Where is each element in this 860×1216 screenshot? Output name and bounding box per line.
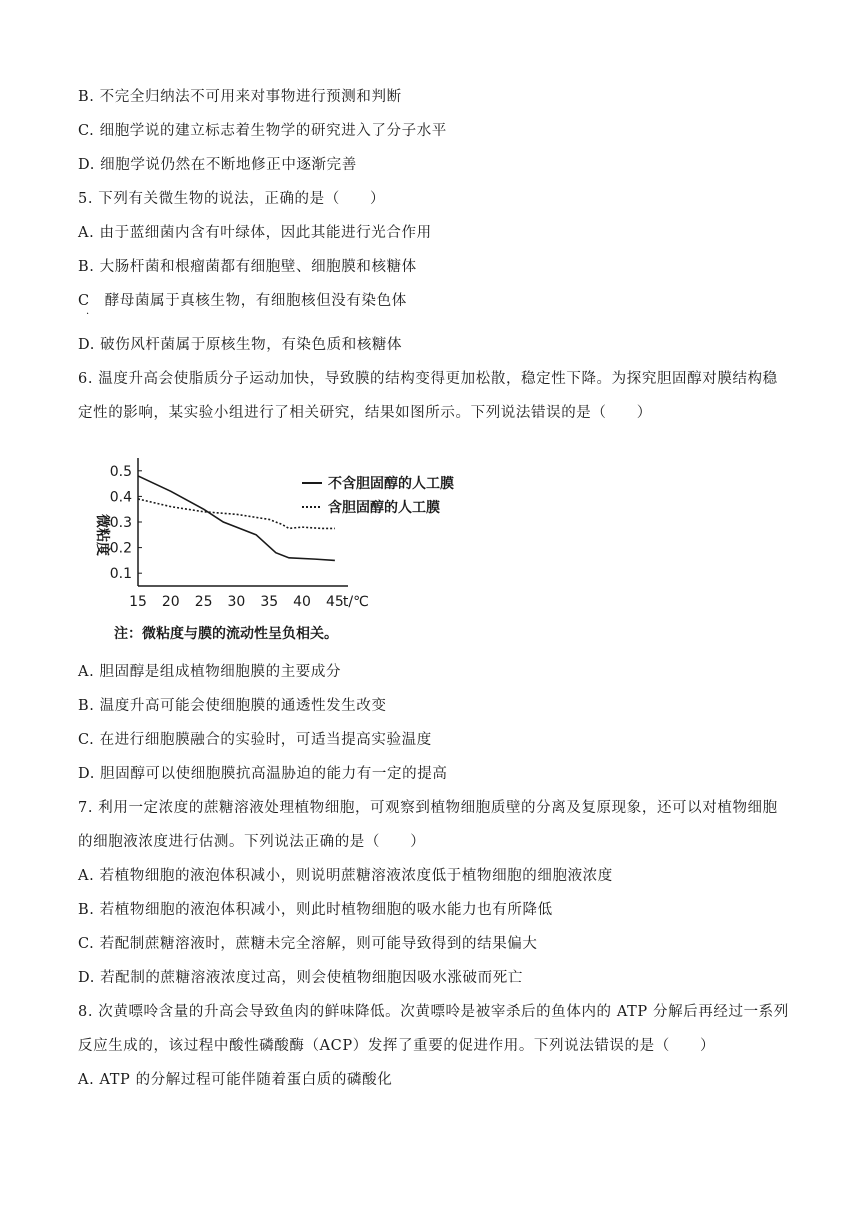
option-d-q7: D. 若配制的蔗糖溶液浓度过高，则会使植物细胞因吸水涨破而死亡 [78,970,523,986]
x-tick-label: 25 [194,594,213,610]
x-tick-label: 45 [325,594,344,610]
question-6-line-2: 定性的影响，某实验小组进行了相关研究，结果如图所示。下列说法错误的是（ ） [78,405,652,421]
x-tick-label: 35 [260,594,279,610]
series-line-no-cholesterol [138,476,335,560]
option-a-q7: A. 若植物细胞的液泡体积减小，则说明蔗糖溶液浓度低于植物细胞的细胞液浓度 [78,868,613,884]
option-d-q6: D. 胆固醇可以使细胞膜抗高温胁迫的能力有一定的提高 [78,766,448,782]
series-line-with-cholesterol [138,499,335,528]
microviscosity-chart [92,448,492,648]
question-8-line-2: 反应生成的，该过程中酸性磷酸酶（ACP）发挥了重要的促进作用。下列说法错误的是（ ） [78,1038,716,1054]
option-d-q4: D. 细胞学说仍然在不断地修正中逐渐完善 [78,157,357,173]
option-d-q5: D. 破伤风杆菌属于原核生物，有染色质和核糖体 [78,337,403,353]
stray-dot-mark: · [86,309,90,320]
option-c-q7: C. 若配制蔗糖溶液时，蔗糖未完全溶解，则可能导致得到的结果偏大 [78,936,538,952]
y-tick-label: 0.4 [109,489,132,506]
option-c-q5: C 酵母菌属于真核生物，有细胞核但没有染色体 [78,293,407,309]
option-c-q4: C. 细胞学说的建立标志着生物学的研究进入了分子水平 [78,123,447,139]
option-b-q5: B. 大肠杆菌和根瘤菌都有细胞壁、细胞膜和核糖体 [78,259,417,275]
question-6-line-1: 6. 温度升高会使脂质分子运动加快，导致膜的结构变得更加松散，稳定性下降。为探究胆固醇对膜结构稳 [78,371,778,387]
option-a-q6: A. 胆固醇是组成植物细胞膜的主要成分 [78,664,342,680]
legend-label-with-cholesterol: 含胆固醇的人工膜 [328,500,440,516]
x-tick-label: 15 [129,594,147,610]
question-5: 5. 下列有关微生物的说法，正确的是（ ） [78,191,386,207]
chart-svg [92,448,492,648]
question-7-line-2: 的细胞液浓度进行估测。下列说法正确的是（ ） [78,834,426,850]
chart-note: 注：微粘度与膜的流动性呈负相关。 [114,626,338,642]
option-b-q7: B. 若植物细胞的液泡体积减小，则此时植物细胞的吸水能力也有所降低 [78,902,553,918]
option-c-q6: C. 在进行细胞膜融合的实验时，可适当提高实验温度 [78,732,432,748]
question-8-line-1: 8. 次黄嘌呤含量的升高会导致鱼肉的鲜味降低。次黄嘌呤是被宰杀后的鱼体内的 ATP 分解后再经过一系列 [78,1004,789,1020]
option-b-q4: B. 不完全归纳法不可用来对事物进行预测和判断 [78,89,402,105]
y-tick-label: 0.5 [109,463,132,480]
x-tick-label: 30 [227,594,246,610]
y-tick-label: 0.3 [109,515,132,531]
option-a-q8: A. ATP 的分解过程可能伴随着蛋白质的磷酸化 [78,1072,393,1088]
x-axis-label: t/℃ [342,594,369,610]
legend-label-no-cholesterol: 不含胆固醇的人工膜 [328,476,454,492]
option-b-q6: B. 温度升高可能会使细胞膜的通透性发生改变 [78,698,387,714]
question-7-line-1: 7. 利用一定浓度的蔗糖溶液处理植物细胞，可观察到植物细胞质壁的分离及复原现象，还可以对植物细胞 [78,800,778,816]
option-a-q5: A. 由于蓝细菌内含有叶绿体，因此其能进行光合作用 [78,225,432,241]
y-axis-label: 微粘度 [94,514,110,556]
y-tick-label: 0.1 [109,566,132,583]
y-tick-label: 0.2 [109,540,132,557]
x-tick-label: 40 [293,594,311,610]
x-tick-label: 20 [161,594,180,610]
